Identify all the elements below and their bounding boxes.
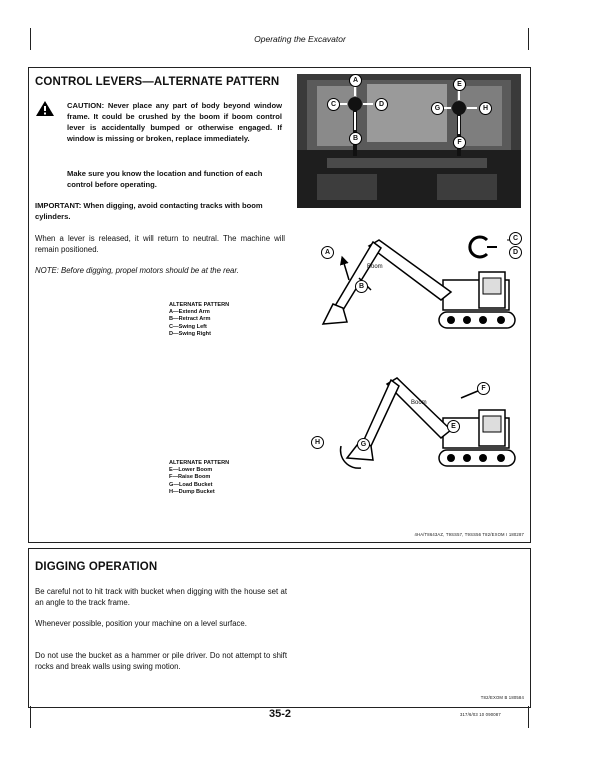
excavator-arm-diagram [301, 220, 523, 340]
section-title-digging: DIGGING OPERATION [35, 561, 158, 573]
legend-item: D—Swing Right [169, 330, 211, 337]
control-levers-section [28, 67, 531, 543]
legend-alternate-pattern-2 [169, 460, 229, 496]
know-location-text: Make sure you know the location and function of each control before operating. [67, 169, 263, 189]
callout-F-diagram: F [477, 382, 490, 395]
callout-A-diagram: A [321, 246, 334, 259]
callout-G: G [431, 102, 444, 115]
cab-interior-illustration [297, 74, 521, 208]
callout-C-diagram: C [509, 232, 522, 245]
caution-warning-icon [35, 100, 55, 117]
callout-E-diagram: E [447, 420, 460, 433]
cab-controls-photo [297, 74, 521, 208]
digging-paragraph-2: Whenever possible, position your machine on a level surface. [35, 619, 247, 628]
lever-release-text: When a lever is released, it will return to neutral. The machine will remain positioned. [35, 234, 285, 254]
digging-paragraph-3: Do not use the bucket as a hammer or pile driver. Do not attempt to shift rocks and break walls using swing motion. [35, 651, 287, 671]
callout-G-diagram: G [357, 438, 370, 451]
boom-label-1: Boom [367, 264, 383, 270]
legend-item: B—Retract Arm [169, 316, 211, 323]
callout-H: H [479, 102, 492, 115]
callout-B-diagram: B [355, 280, 368, 293]
boom-label-2: Boom [411, 400, 427, 406]
callout-H-diagram: H [311, 436, 324, 449]
page-number: 35-2 [268, 708, 292, 720]
section-reference-code: 4HA/T8643AZ, T9SS57, T9SS56 T82/EXOM I 180287 [414, 532, 524, 537]
legend-item: A—Extend Arm [169, 309, 210, 316]
digging-reference-code: T82/EXOM B 180584 [480, 695, 524, 700]
footer-code: 317/6/03 10 090087 [460, 712, 501, 717]
digging-operation-section [28, 548, 531, 708]
callout-D: D [375, 98, 388, 111]
running-header: Operating the Excavator [254, 34, 346, 44]
note-text: NOTE: Before digging, propel motors should be at the rear. [35, 266, 239, 275]
legend-item: G—Load Bucket [169, 481, 213, 488]
legend-item: E—Lower Boom [169, 467, 213, 474]
callout-B: B [349, 132, 362, 145]
legend-title: ALTERNATE PATTERN [169, 302, 230, 308]
legend-title: ALTERNATE PATTERN [169, 460, 230, 466]
legend-item: H—Dump Bucket [169, 488, 215, 495]
callout-C: C [327, 98, 340, 111]
excavator-boom-diagram [301, 368, 523, 478]
legend-item: F—Raise Boom [169, 474, 211, 481]
callout-D-diagram: D [509, 246, 522, 259]
callout-E: E [453, 78, 466, 91]
callout-F: F [453, 136, 466, 149]
legend-item: C—Swing Left [169, 323, 207, 330]
caution-text: CAUTION: Never place any part of body beyond window frame. It could be crushed by the boom if boom control lever is accidentally bumped or otherwise engaged. If window is missing or broken, replace immediately. [67, 101, 282, 143]
callout-A: A [349, 74, 362, 87]
section-title-control-levers: CONTROL LEVERS—ALTERNATE PATTERN [35, 76, 280, 88]
important-text: IMPORTANT: When digging, avoid contacting tracks with boom cylinders. [35, 201, 263, 221]
legend-alternate-pattern-1 [169, 302, 229, 338]
digging-paragraph-1: Be careful not to hit track with bucket when digging with the house set at an angle to the track frame. [35, 587, 287, 607]
